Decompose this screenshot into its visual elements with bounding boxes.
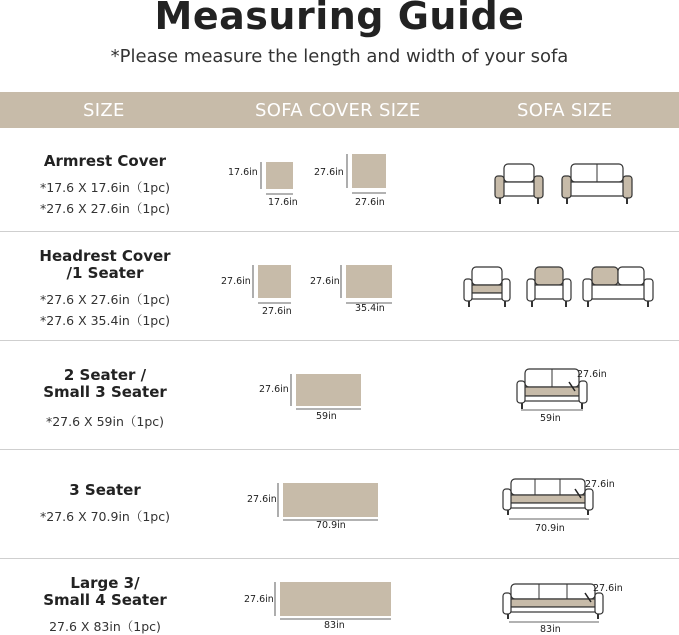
size-note: *27.6 X 27.6in（1pc) [40,292,170,307]
sofa-depth-label: 27.6in [593,583,623,594]
armchair-seat-cover-icon [463,265,511,309]
4-seater-sofa-icon [503,582,603,620]
size-name-line2: Small 4 Seater [43,591,167,609]
size-name: Large 3/ [70,574,140,592]
cover-height-label: 27.6in [247,494,277,505]
cover-width-label: 59in [316,411,337,422]
size-note: *27.6 X 70.9in（1pc) [40,509,170,524]
cover-height-label: 27.6in [221,276,251,287]
size-name: Headrest Cover [39,247,171,265]
armchair-headrest-cover-icon [526,265,572,309]
page-title: Measuring Guide [154,0,525,38]
size-name: Armrest Cover [43,152,167,170]
cover-swatch [258,265,291,298]
cover-width-label: 35.4in [355,303,385,314]
cover-swatch [296,374,361,406]
row-divider [0,340,679,341]
size-name-line2: Small 3 Seater [43,383,167,401]
cover-height-label: 27.6in [310,276,340,287]
size-name: 2 Seater / [63,366,147,384]
size-note: *27.6 X 59in（1pc) [45,414,165,429]
cover-height-label: 27.6in [259,384,289,395]
size-note: 27.6 X 83in（1pc) [49,619,161,634]
header-sofa-cover-size: SOFA COVER SIZE [255,100,421,121]
cover-height-label: 27.6in [244,594,274,605]
sofa-width-label: 83in [540,624,561,635]
table-header [0,92,679,128]
cover-width-label: 83in [324,620,345,631]
loveseat-headrest-cover-icon [582,265,654,309]
cover-width-label: 27.6in [355,197,385,208]
sofa-depth-label: 27.6in [585,479,615,490]
cover-width-label: 70.9in [316,520,346,531]
loveseat-icon [561,162,633,206]
sofa-width-label: 70.9in [535,523,565,534]
cover-height-label: 17.6in [228,167,258,178]
page-subtitle: *Please measure the length and width of your sofa [110,46,569,67]
3-seater-sofa-icon [503,477,593,517]
size-note: *27.6 X 35.4in（1pc) [40,313,170,328]
cover-swatch [283,483,378,517]
size-note: *17.6 X 17.6in（1pc) [40,180,170,195]
cover-width-label: 17.6in [268,197,298,208]
sofa-depth-label: 27.6in [577,369,607,380]
size-name-line2: /1 Seater [66,264,144,282]
header-sofa-size: SOFA SIZE [517,100,613,121]
cover-swatch [346,265,392,298]
cover-height-label: 27.6in [314,167,344,178]
cover-swatch [280,582,391,616]
row-divider [0,558,679,559]
row-divider [0,449,679,450]
row-divider [0,231,679,232]
cover-width-label: 27.6in [262,306,292,317]
cover-swatch [352,154,386,188]
size-name: 3 Seater [69,481,141,499]
cover-swatch [266,162,293,189]
dimension-arrows [0,0,1,1]
armchair-icon [494,162,544,206]
size-note: *27.6 X 27.6in（1pc) [40,201,170,216]
sofa-width-label: 59in [540,413,561,424]
header-size: SIZE [83,100,125,121]
